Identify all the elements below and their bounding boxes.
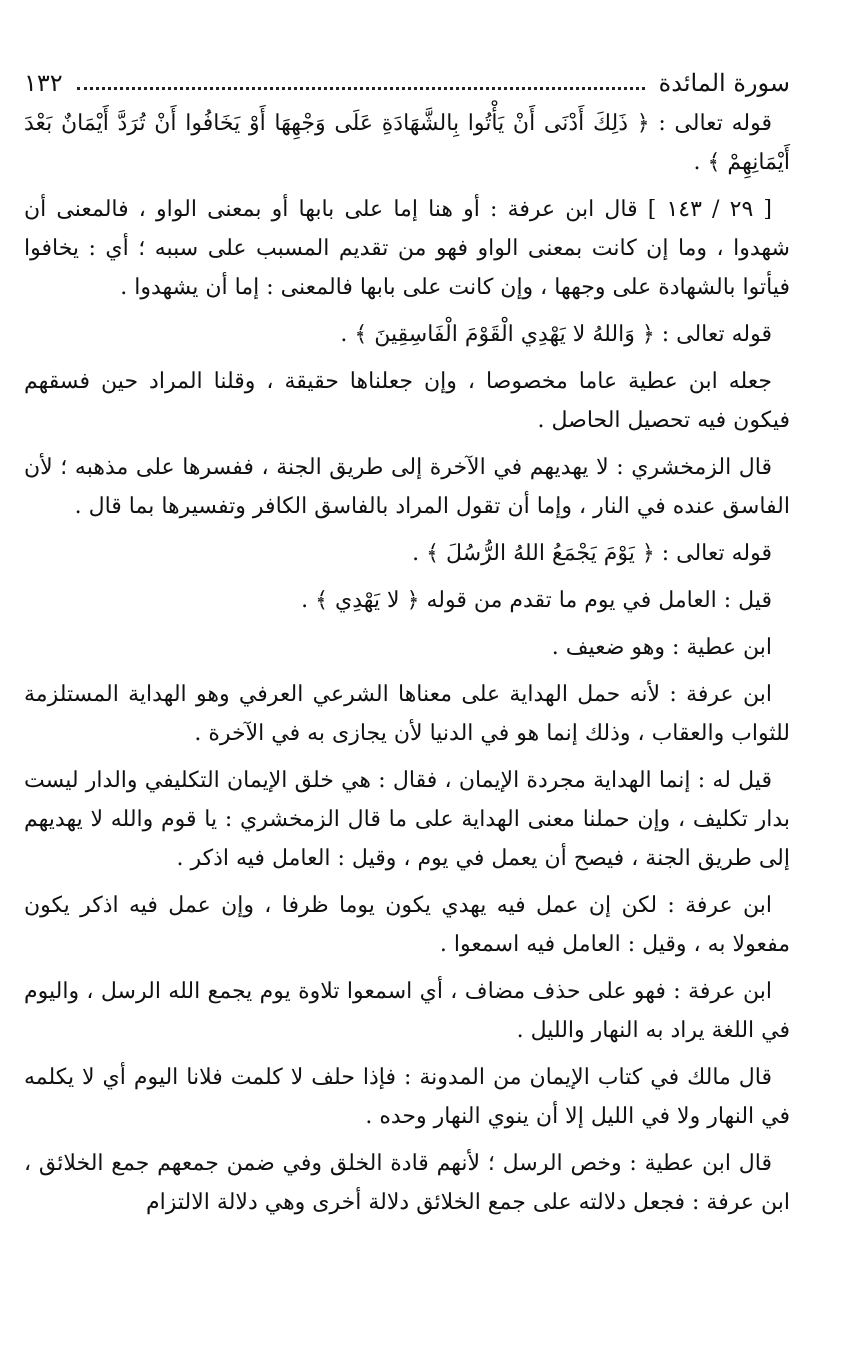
paragraph-text: ابن عطية : وهو ضعيف .: [551, 635, 772, 660]
paragraph-lead: قوله تعالى :: [654, 322, 772, 347]
page-body: [24, 104, 790, 1222]
quran-quote: ﴿ يَوْمَ يَجْمَعُ اللهُ الرُّسُلَ ﴾: [426, 541, 655, 566]
page-header: [24, 60, 790, 98]
paragraph: [24, 581, 790, 620]
paragraph: [24, 190, 790, 307]
paragraph-lead: قيل : العامل في يوم ما تقدم من قوله: [419, 588, 772, 613]
paragraph: [24, 104, 790, 182]
paragraph: [24, 628, 790, 667]
paragraph: [24, 1144, 790, 1222]
paragraph-text: .: [693, 150, 708, 175]
paragraph: [24, 761, 790, 878]
paragraph: [24, 675, 790, 753]
paragraph: [24, 315, 790, 354]
dotted-leader: [77, 87, 645, 90]
paragraph-text: قال الزمخشري : لا يهديهم في الآخرة إلى طريق الجنة ، ففسرها على مذهبه ؛ لأن الفاسق عنده في النار ، وإما أن تقول المراد بالفاسق الكافر وتفسيرها بما قال .: [24, 455, 790, 519]
paragraph-text: قال ابن عطية : وخص الرسل ؛ لأنهم قادة الخلق وفي ضمن جمعهم جمع الخلائق ، ابن عرفة : فجعل دلالته على جمع الخلائق دلالة أخرى وهي دلالة الالتزام: [24, 1151, 790, 1215]
paragraph-lead: قوله تعالى :: [649, 111, 772, 136]
paragraph-text: .: [301, 588, 316, 613]
paragraph-text: قال مالك في كتاب الإيمان من المدونة : فإذا حلف لا كلمت فلانا اليوم أي لا يكلمه في النهار ولا في الليل إلا أن ينوي النهار وحده .: [24, 1065, 790, 1129]
paragraph-text: ابن عرفة : لأنه حمل الهداية على معناها الشرعي العرفي وهو الهداية المستلزمة للثواب والعقاب ، وذلك إنما هو في الدنيا لأن يجازى به في الآخرة .: [24, 682, 790, 746]
paragraph: [24, 534, 790, 573]
paragraph-text: ابن عرفة : لكن إن عمل فيه يهدي يكون يوما ظرفا ، وإن عمل فيه اذكر يكون مفعولا به ، وقيل : العامل فيه اسمعوا .: [24, 893, 790, 957]
page-number: ١٣٢: [24, 69, 63, 97]
paragraph: [24, 972, 790, 1050]
surah-title: سورة المائدة: [658, 69, 790, 97]
paragraph-text: .: [412, 541, 427, 566]
quran-quote: ﴿ لا يَهْدِي ﴾: [315, 588, 420, 613]
paragraph-lead: [ ٢٩ / ١٤٣ ]: [637, 197, 772, 222]
paragraph-text: قال ابن عرفة : أو هنا إما على بابها أو بمعنى الواو ، فالمعنى أن شهدوا ، وما إن كانت بمعنى الواو فهو من تقديم المسبب على سببه ؛ أي : يخافوا فيأتوا بالشهادة على وجهها ، وإن كانت على بابها فالمعنى : إما أن يشهدوا .: [24, 197, 790, 300]
paragraph-text: جعله ابن عطية عاما مخصوصا ، وإن جعلناها حقيقة ، وقلنا المراد حين فسقهم فيكون فيه تحصيل الحاصل .: [24, 369, 790, 433]
paragraph: [24, 1058, 790, 1136]
paragraph: [24, 448, 790, 526]
paragraph-lead: قوله تعالى :: [654, 541, 772, 566]
paragraph-text: قيل له : إنما الهداية مجردة الإيمان ، فقال : هي خلق الإيمان التكليفي والدار ليست بدار تكليف ، وإن حملنا معنى الهداية على ما قال الزمخشري : يا قوم والله لا يهديهم إلى طريق الجنة ، فيصح أن يعمل في يوم ، وقيل : العامل فيه اذكر .: [24, 768, 790, 871]
paragraph-text: ابن عرفة : فهو على حذف مضاف ، أي اسمعوا تلاوة يوم يجمع الله الرسل ، واليوم في اللغة يراد به النهار والليل .: [24, 979, 790, 1043]
paragraph: [24, 886, 790, 964]
quran-quote: ﴿ وَاللهُ لا يَهْدِي الْقَوْمَ الْفَاسِقِينَ ﴾: [354, 322, 655, 347]
paragraph: [24, 362, 790, 440]
paragraph-text: .: [340, 322, 355, 347]
quran-quote: ﴿ ذَلِكَ أَدْنَى أَنْ يَأْتُوا بِالشَّهَادَةِ عَلَى وَجْهِهَا أَوْ يَخَافُوا أَنْ تُرَدَّ أَيْمَانٌ بَعْدَ أَيْمَانِهِمْ ﴾: [24, 111, 790, 175]
